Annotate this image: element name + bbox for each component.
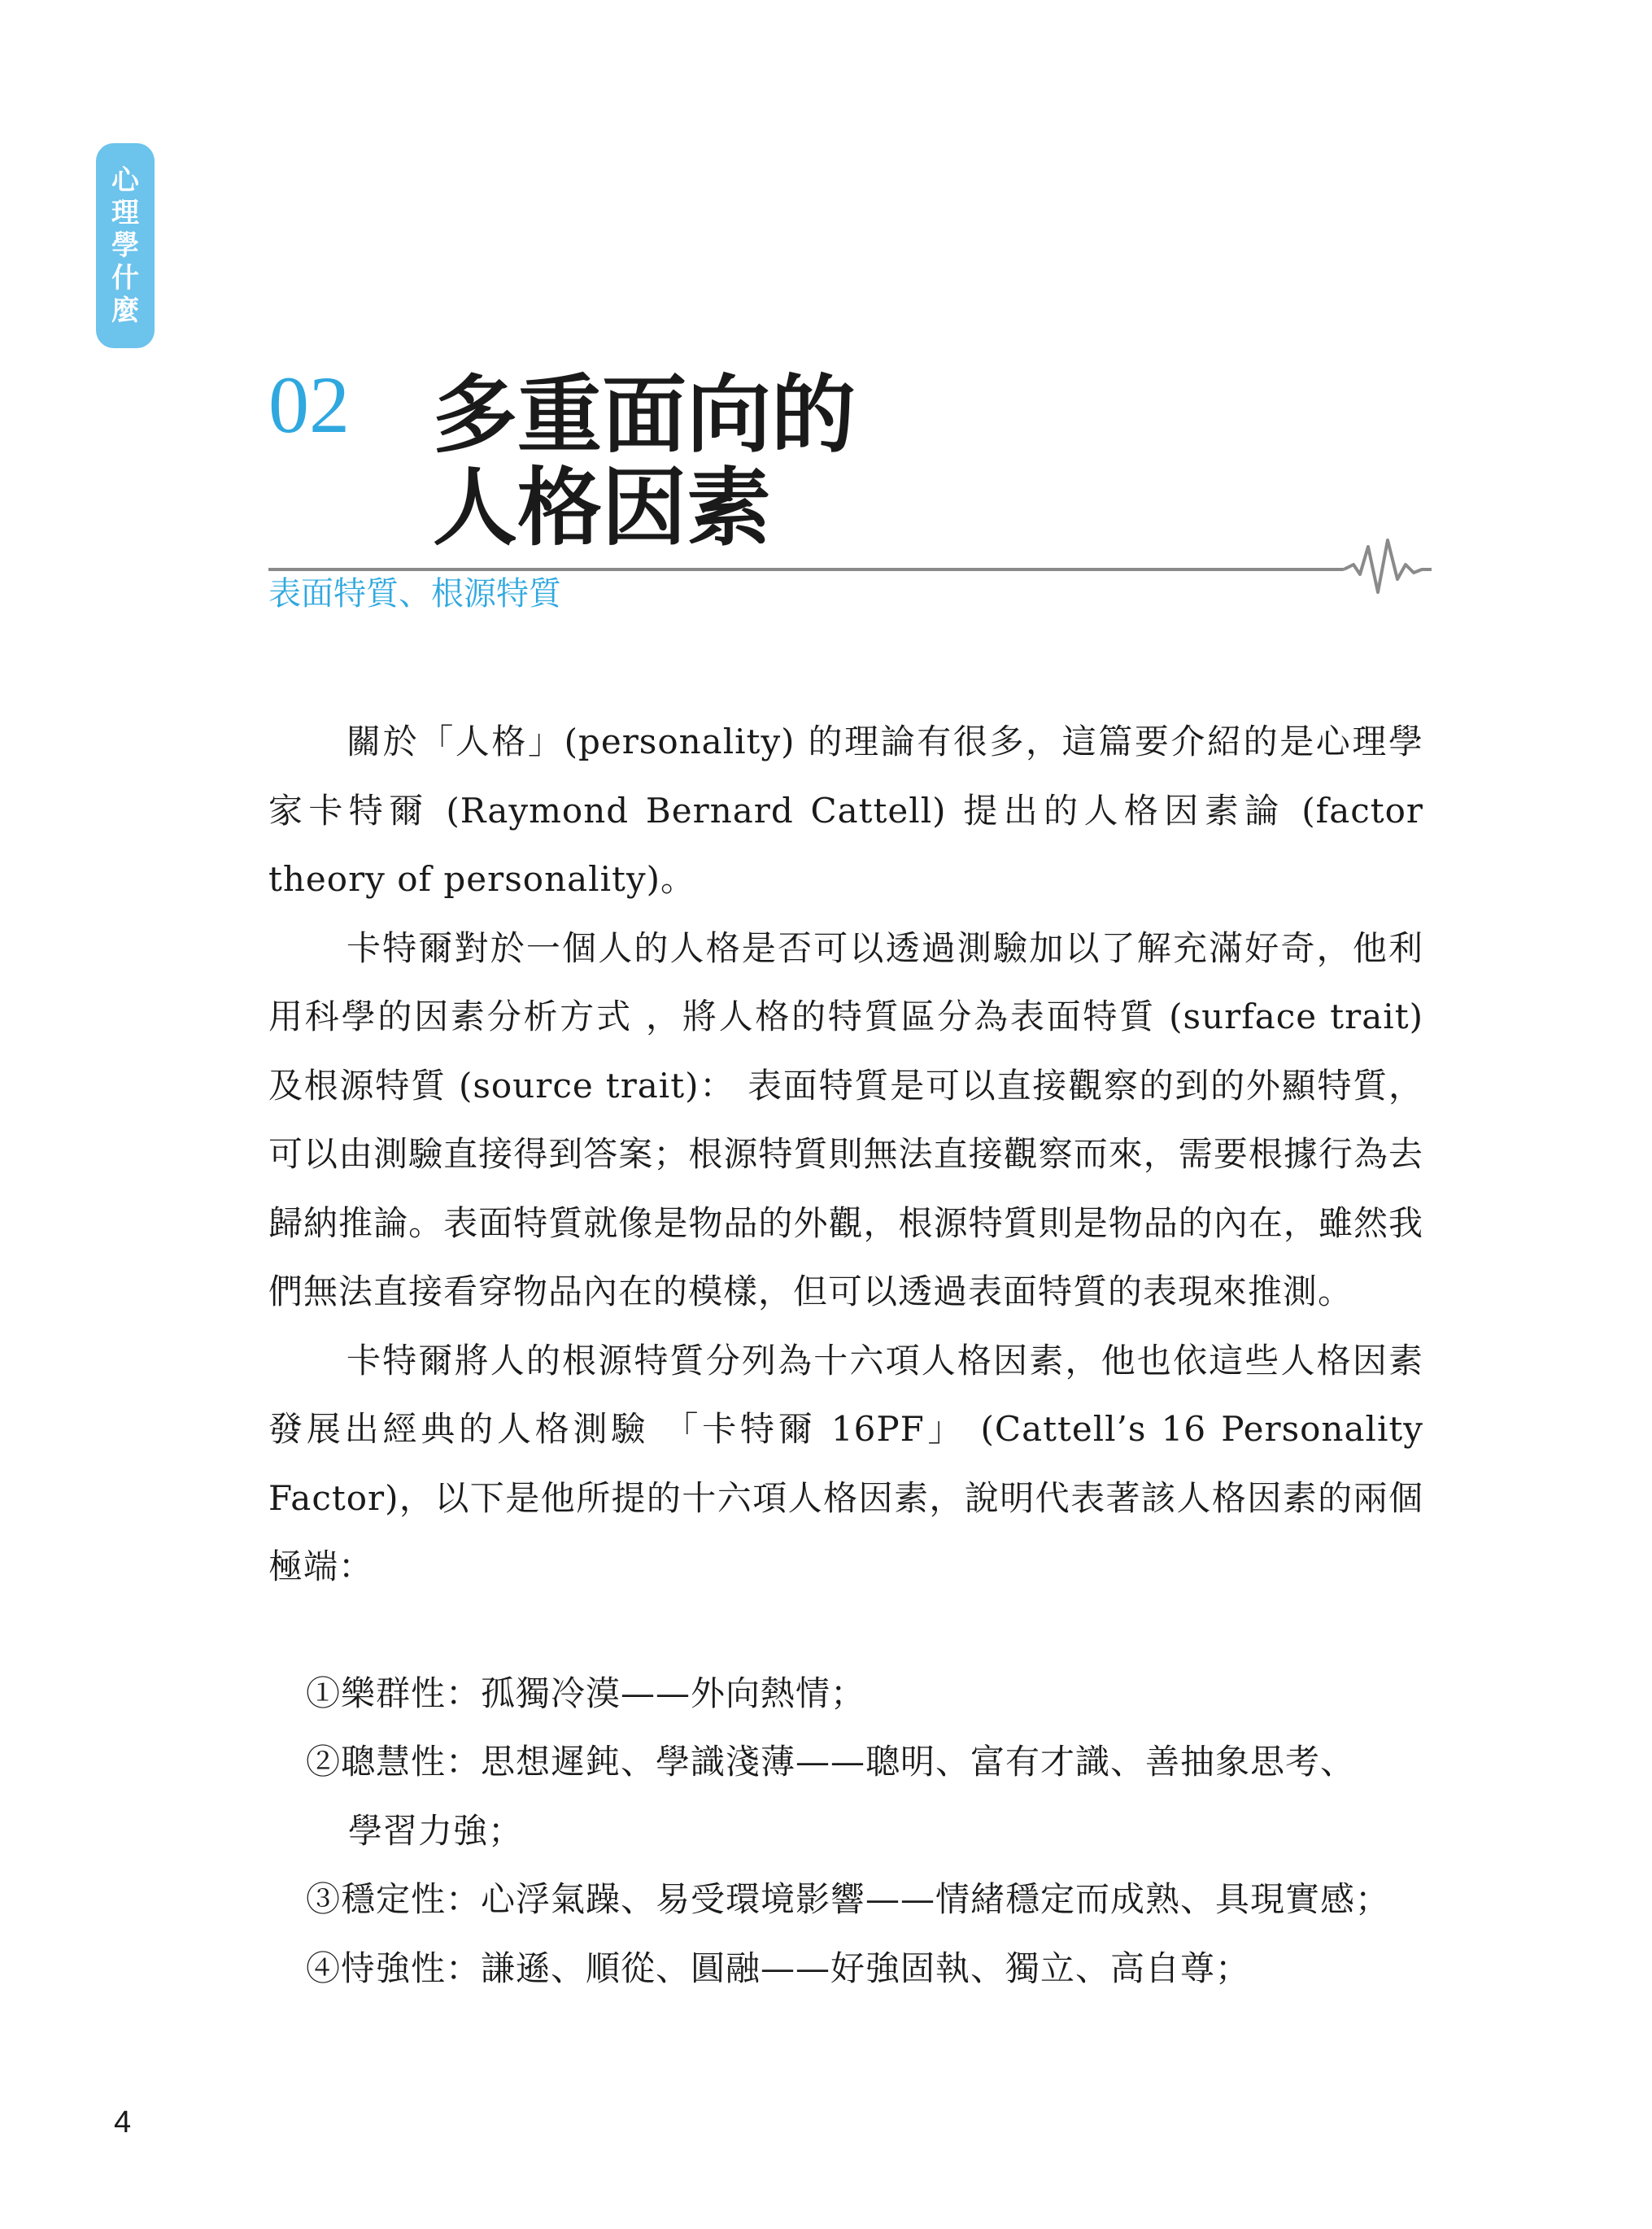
list-item-text: ①樂群性：孤獨冷漠——外向熱情； <box>306 1673 866 1713</box>
list-item-text: ③穩定性：心浮氣躁、易受環境影響——情緒穩定而成熟、具現實感； <box>306 1879 1391 1919</box>
page-number: 4 <box>114 2105 132 2140</box>
list-item <box>306 1660 1428 1729</box>
chapter-title-line-2: 人格因素 <box>433 458 772 557</box>
chapter-number: 02 <box>268 360 350 450</box>
list-item <box>306 1865 1428 1935</box>
body-text <box>268 708 1423 1602</box>
chapter-title-line-1: 多重面向的 <box>433 365 857 465</box>
list-item <box>306 1935 1428 2004</box>
section-tab-char: 理 <box>111 197 139 229</box>
section-tab <box>96 143 155 348</box>
list-item <box>306 1728 1428 1865</box>
list-item-continuation: 學習力強； <box>348 1810 524 1851</box>
list-item-text: ④恃強性：謙遜、順從、圓融——好強固執、獨立、高自尊； <box>306 1948 1251 1988</box>
paragraph: 卡特爾將人的根源特質分列為十六項人格因素，他也依這些人格因素發展出經典的人格測驗 「卡特爾 16PF」 (Cattell’s 16 Personality Factor)，以下是他所提的十六項人格因素，說明代表著該人格因素的兩個極端： <box>268 1340 1423 1586</box>
list-item-text: ②聰慧性：思想遲鈍、學識淺薄——聰明、富有才識、善抽象思考、 <box>306 1742 1356 1782</box>
paragraph: 關於「人格」(personality) 的理論有很多，這篇要介紹的是心理學家卡特爾 (Raymond Bernard Cattell) 提出的人格因素論 (factor theory of personality)。 <box>268 722 1423 899</box>
paragraph: 卡特爾對於一個人的人格是否可以透過測驗加以了解充滿好奇，他利用科學的因素分析方式 ，將人格的特質區分為表面特質 (surface trait) 及根源特質 (source trait)： 表面特質是可以直接觀察的到的外顯特質，可以由測驗直接得到答案；根源特質則無法直接觀察而來，需要根據行為去歸納推論。表面特質就像是物品的外觀，根源特質則是物品的內在，雖然我們無法直接看穿物品內在的模樣，但可以透過表面特質的表現來推測。 <box>268 927 1423 1311</box>
section-tab-char: 學 <box>111 229 139 262</box>
section-tab-char: 什 <box>111 262 139 294</box>
chapter-subtitle: 表面特質、根源特質 <box>268 575 561 613</box>
section-tab-char: 麼 <box>111 294 139 327</box>
section-tab-char: 心 <box>111 164 139 197</box>
